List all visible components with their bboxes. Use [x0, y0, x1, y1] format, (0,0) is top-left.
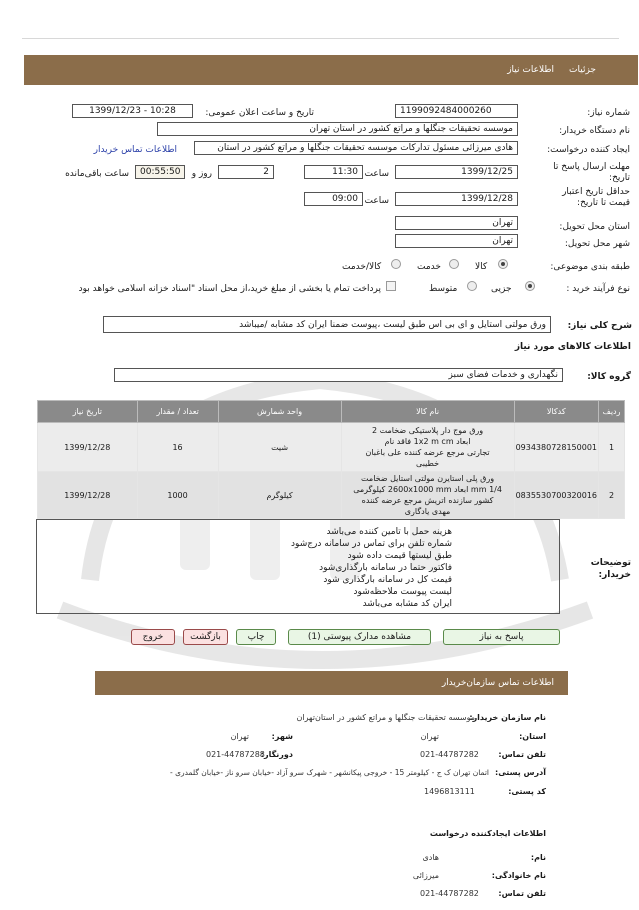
contact-postal-value: 1496813111: [424, 787, 475, 796]
days-label: روز و: [191, 169, 212, 179]
city-field: تهران: [395, 234, 518, 248]
remaining-timer: 00:55:50: [135, 165, 185, 179]
note-line: طبق لیستها قیمت داده شود: [347, 551, 452, 561]
category-goods-radio[interactable]: [498, 259, 508, 269]
name-line: خطیبی: [416, 459, 440, 468]
category-both-radio[interactable]: [391, 259, 401, 269]
tab-need-info[interactable]: اطلاعات نیاز: [507, 65, 554, 75]
need-number-label: شماره نیاز:: [587, 108, 630, 118]
note-line: فاکتور حتما در سامانه بارگذاری‌شود: [319, 563, 452, 573]
requester-first-name-label: نام:: [530, 853, 546, 862]
cell-code: 0835530700320016: [514, 472, 598, 519]
category-label: طبقه بندی موضوعی:: [550, 262, 630, 272]
deadline-time-label: ساعت: [364, 169, 389, 179]
contact-city-label: شهر:: [271, 732, 293, 741]
contact-phone-value: 021-44787282: [420, 750, 479, 759]
requester-phone-value: 021-44787282: [420, 889, 479, 898]
requester-last-name-label: نام خانوادگی:: [491, 871, 546, 880]
name-line: تجارتی مرجع عرضه کننده علی باغبان: [365, 448, 490, 457]
contact-buyer-label: نام سازمان خریدار:: [469, 713, 546, 722]
category-service-label: خدمت: [417, 262, 441, 272]
cell-date: 1399/12/28: [38, 423, 138, 472]
announce-date-label: تاریخ و ساعت اعلان عمومی:: [205, 108, 314, 118]
cell-row: 1: [599, 423, 625, 472]
tab-details[interactable]: جزئیات: [569, 65, 596, 75]
requester-last-name-value: میرزائی: [412, 871, 439, 880]
contact-phone-label: تلفن تماس:: [498, 750, 546, 759]
cell-date: 1399/12/28: [38, 472, 138, 519]
contact-postal-label: کد پستی:: [508, 787, 546, 796]
exit-button[interactable]: خروج: [131, 629, 175, 645]
process-minor-radio[interactable]: [525, 281, 535, 291]
contact-city-value: تهران: [230, 732, 249, 741]
print-button[interactable]: چاپ: [236, 629, 276, 645]
name-line: ابعاد 1x2 m cm فاقد نام: [384, 437, 471, 446]
col-unit: واحد شمارش: [218, 401, 341, 423]
group-label: گروه کالا:: [587, 372, 631, 382]
contact-title: اطلاعات تماس سازمان‌خریدار: [441, 678, 554, 688]
cell-unit: کیلوگرم: [218, 472, 341, 519]
note-line: ایران کد مشابه می‌باشد: [362, 599, 452, 609]
treasury-payment-note: پرداخت تمام یا بخشی از مبلغ خرید،از محل اسناد "اسناد خزانه اسلامی خواهد بود: [78, 284, 381, 294]
view-attachments-button[interactable]: مشاهده مدارک پیوستی (1): [288, 629, 431, 645]
process-medium-label: متوسط: [429, 284, 458, 294]
remaining-label: ساعت باقی‌مانده: [65, 169, 129, 179]
top-divider: [22, 38, 619, 39]
col-date: تاریخ نیاز: [38, 401, 138, 423]
deadline-time-field: 11:30: [304, 165, 363, 179]
need-number-field: 1199092484000260: [395, 104, 518, 118]
category-goods-label: کالا: [475, 262, 488, 272]
contact-header-bar: [95, 671, 568, 695]
validity-time-field: 09:00: [304, 192, 363, 206]
note-line: قیمت کل در سامانه بارگذاری شود: [323, 575, 452, 585]
cell-qty: 16: [137, 423, 218, 472]
validity-time-label: ساعت: [364, 196, 389, 206]
col-name: نام کالا: [341, 401, 514, 423]
notes-box: [36, 519, 560, 614]
requester-title: اطلاعات ایجادکننده درخواست: [429, 829, 546, 838]
back-button[interactable]: بازگشت: [183, 629, 228, 645]
buyer-field: موسسه تحقیقات جنگلها و مراتع کشور در استان تهران: [157, 122, 518, 136]
contact-buyer-value: موسسه تحقیقات جنگلها و مراتع کشور در استان‌تهران: [296, 713, 475, 722]
cell-name: [341, 472, 514, 519]
summary-label: شرح کلی نیاز:: [567, 321, 632, 331]
process-medium-radio[interactable]: [467, 281, 477, 291]
summary-field: ورق مولتی استایل و ای بی اس طبق لیست ،پیوست ضمنا ایران کد مشابه /میباشد: [103, 316, 551, 333]
creator-label: ایجاد کننده درخواست:: [547, 145, 630, 155]
col-qty: تعداد / مقدار: [137, 401, 218, 423]
contact-fax-value: 021-44787288: [206, 750, 265, 759]
city-label: شهر محل تحویل:: [564, 239, 630, 249]
buyer-contact-link[interactable]: اطلاعات تماس خریدار: [93, 145, 177, 155]
contact-province-label: استان:: [519, 732, 546, 741]
category-service-radio[interactable]: [449, 259, 459, 269]
process-label: نوع فرآیند خرید :: [566, 284, 630, 294]
details-header-bar: [24, 55, 638, 85]
treasury-payment-checkbox[interactable]: [386, 281, 396, 291]
deadline-date-field: 1399/12/25: [395, 165, 518, 179]
name-line: کشور سازنده اتریش مرجع عرضه کننده: [361, 496, 494, 505]
contact-fax-label: دورنگار:: [260, 750, 293, 759]
group-field: نگهداری و خدمات فضای سبز: [114, 368, 563, 382]
category-both-label: کالا/خدمت: [342, 262, 382, 272]
province-label: استان محل تحویل:: [559, 222, 630, 232]
contact-address-value: اتمان تهران ک ج - کیلومتر 15 - خروجی پیکانشهر - شهرک سرو آزاد -خیابان سرو ناز -خیابان گلمدری -: [169, 768, 489, 777]
goods-section-title: اطلاعات کالاهای مورد نیاز: [514, 342, 631, 352]
name-line: مهدی یادگاری: [404, 507, 451, 516]
note-line: لیست پیوست ملاحظه‌شود: [353, 587, 452, 597]
requester-first-name-value: هادی: [422, 853, 439, 862]
creator-field: هادی میرزائی مسئول تدارکات موسسه تحقیقات جنگلها و مراتع کشور در استان: [194, 141, 518, 155]
note-line: هزینه حمل با تامین کننده می‌باشد: [326, 527, 452, 537]
requester-phone-label: تلفن تماس:: [498, 889, 546, 898]
reply-button[interactable]: پاسخ به نیاز: [443, 629, 560, 645]
validity-date-field: 1399/12/28: [395, 192, 518, 206]
table-header-row: [38, 401, 625, 423]
contact-province-value: تهران: [420, 732, 439, 741]
name-line: ورق پلی استایرن مولتی استایل ضخامت: [361, 474, 495, 483]
deadline-label: مهلت ارسال پاسخ تا تاریخ:: [553, 162, 630, 183]
name-line: ورق موج دار پلاستیکی ضخامت 2: [372, 426, 484, 435]
cell-unit: شیت: [218, 423, 341, 472]
cell-row: 2: [599, 472, 625, 519]
days-field: 2: [218, 165, 274, 179]
cell-name: [341, 423, 514, 472]
buyer-label: نام دستگاه خریدار:: [559, 126, 630, 136]
col-code: کدکالا: [514, 401, 598, 423]
announce-date-field: 1399/12/23 - 10:28: [72, 104, 193, 118]
contact-address-label: آدرس پستی:: [495, 768, 546, 777]
col-row: ردیف: [599, 401, 625, 423]
province-field: تهران: [395, 216, 518, 230]
validity-label: حداقل تاریخ اعتبار قیمت تا تاریخ:: [562, 187, 630, 208]
note-line: شماره تلفن برای تماس در سامانه درج‌شود: [291, 539, 452, 549]
table-row[interactable]: [38, 472, 625, 519]
cell-qty: 1000: [137, 472, 218, 519]
items-table: [37, 400, 625, 519]
table-row[interactable]: [38, 423, 625, 472]
notes-label: توضیحات خریدار:: [590, 558, 631, 580]
name-line: 1/4 mm ابعاد 2600x1000 mm کیلوگرمی: [353, 485, 502, 494]
process-minor-label: جزیی: [491, 284, 512, 294]
cell-code: 0934380728150001: [514, 423, 598, 472]
